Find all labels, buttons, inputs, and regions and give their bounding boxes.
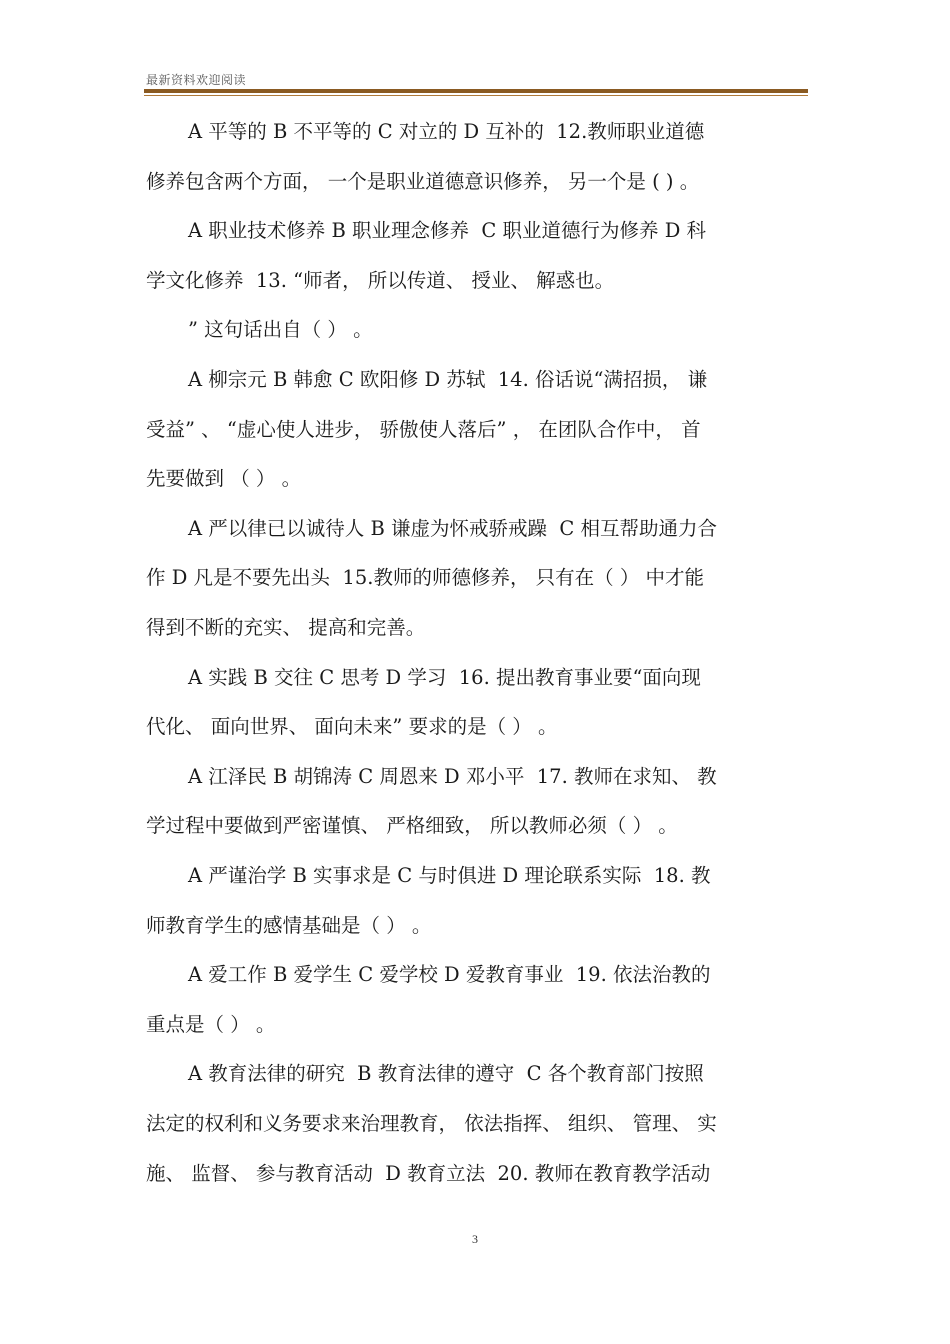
text-line: 先要做到 （ ） 。	[146, 467, 302, 491]
text-line: A 实践 B 交往 C 思考 D 学习 16. 提出教育事业要“面向现	[188, 665, 701, 689]
text-line: 修养包含两个方面， 一个是职业道德意识修养， 另一个是 ( ) 。	[146, 169, 700, 193]
text-line: 受益” 、 “虚心使人进步， 骄傲使人落后” ， 在团队合作中， 首	[146, 417, 701, 441]
header-text: 最新资料欢迎阅读	[146, 73, 247, 87]
text-line: 师教育学生的感情基础是（ ） 。	[146, 913, 432, 937]
text-line: 作 D 凡是不要先出头 15.教师的师德修养， 只有在（ ） 中才能	[146, 566, 705, 590]
header-rule-thin	[144, 95, 808, 96]
text-line: 学过程中要做到严密谨慎、 严格细致， 所以教师必须（ ） 。	[146, 814, 678, 838]
page-number: 3	[472, 1232, 478, 1246]
header-rule-thick	[144, 89, 808, 93]
text-line: A 柳宗元 B 韩愈 C 欧阳修 D 苏轼 14. 俗话说“满招损， 谦	[188, 368, 708, 391]
text-line: 得到不断的充实、 提高和完善。	[146, 616, 426, 639]
text-line: A 严以律已以诚待人 B 谦虚为怀戒骄戒躁 C 相互帮助通力合	[188, 516, 718, 540]
text-line: A 爱工作 B 爱学生 C 爱学校 D 爱教育事业 19. 依法治教的	[188, 963, 711, 987]
text-line: ” 这句话出自（ ） 。	[188, 318, 373, 342]
text-line: 学文化修养 13. “师者， 所以传道、 授业、 解惑也。	[146, 268, 615, 292]
text-line: 代化、 面向世界、 面向未来” 要求的是（ ） 。	[146, 715, 558, 739]
text-line: 重点是（ ） 。	[146, 1012, 276, 1036]
text-line: A 职业技术修养 B 职业理念修养 C 职业道德行为修养 D 科	[188, 219, 707, 243]
text-line: A 平等的 B 不平等的 C 对立的 D 互补的 12.教师职业道德	[188, 120, 705, 143]
text-line: A 江泽民 B 胡锦涛 C 周恩来 D 邓小平 17. 教师在求知、 教	[188, 764, 717, 788]
text-line: A 教育法律的研究 B 教育法律的遵守 C 各个教育部门按照	[188, 1062, 704, 1086]
text-line: A 严谨治学 B 实事求是 C 与时俱进 D 理论联系实际 18. 教	[188, 864, 711, 887]
text-line: 法定的权利和义务要求来治理教育， 依法指挥、 组织、 管理、 实	[146, 1112, 717, 1135]
text-line: 施、 监督、 参与教育活动 D 教育立法 20. 教师在教育教学活动	[146, 1161, 711, 1185]
